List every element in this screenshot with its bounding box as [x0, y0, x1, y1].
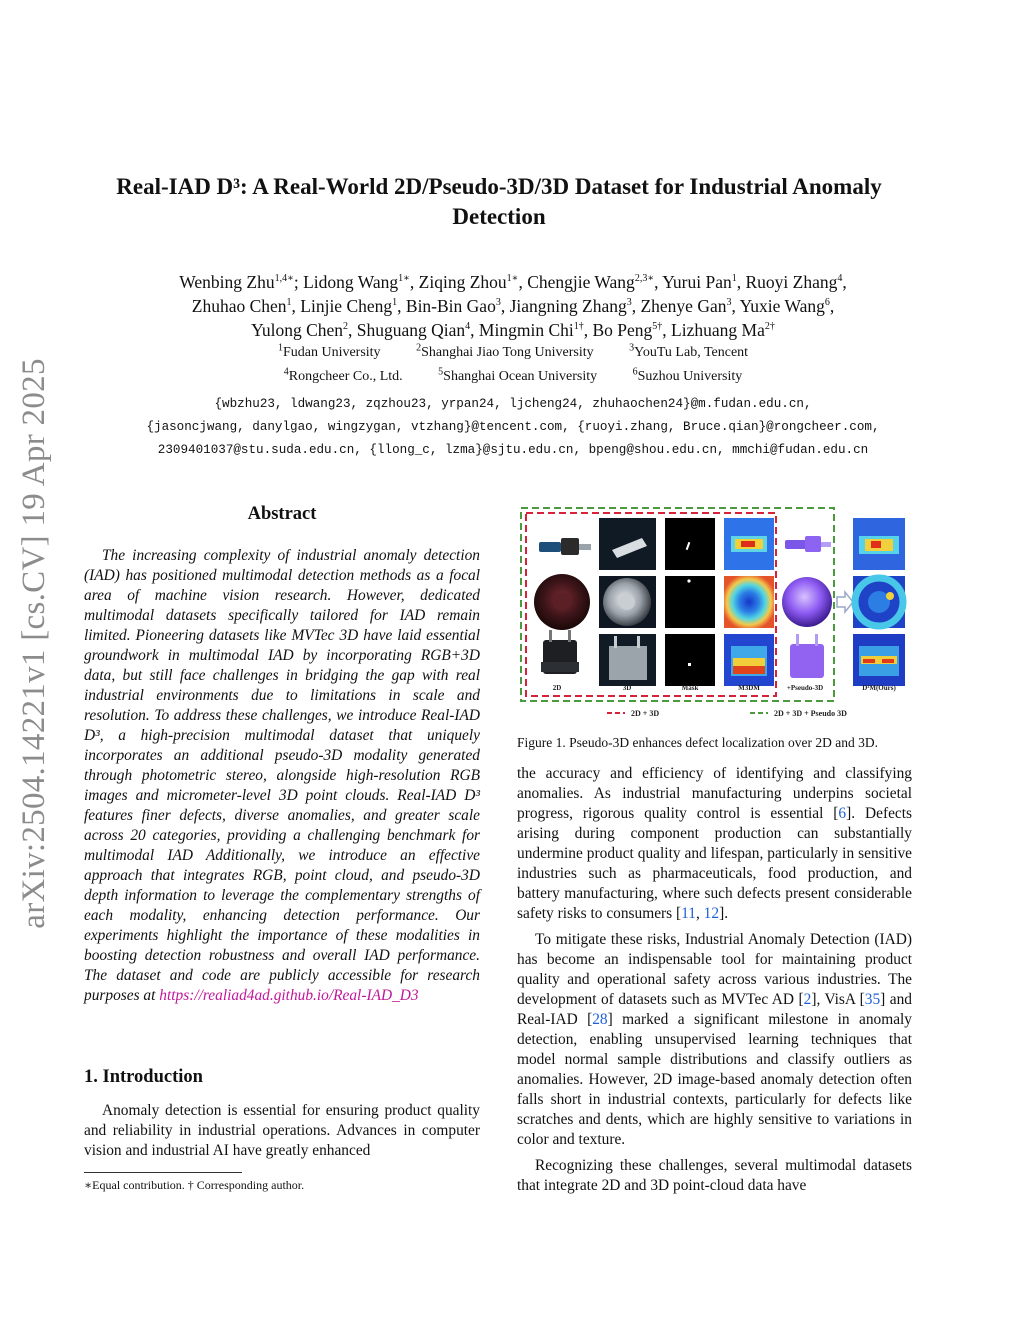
legend-label-2d-3d-pseudo: 2D + 3D + Pseudo 3D [774, 709, 847, 718]
row-1-2d [539, 538, 591, 555]
author-name: , Mingmin Chi [470, 320, 574, 340]
affiliation [277, 342, 381, 360]
affiliation-row-1 [80, 342, 946, 361]
email-line: {jasoncjwang, danylgao, wingzygan, vtzhang}@tencent.com, {ruoyi.zhang, Bruce.qian}@rongcheer.com, [146, 420, 880, 434]
figure-legend [607, 709, 847, 718]
affiliation [416, 342, 594, 360]
affiliation-number: 5 [438, 366, 444, 378]
row-3-2d [541, 630, 579, 674]
column-label-2d: 2D [552, 684, 562, 692]
column-label-3d: 3D [622, 684, 632, 692]
author-affiliation-mark: 3 [626, 297, 632, 309]
abstract-heading: Abstract [247, 504, 317, 524]
paragraph: Recognizing these challenges, several multimodal datasets that integrate 2D and 3D point-cloud data have [517, 1157, 912, 1194]
author-separator: , [829, 296, 835, 316]
dataset-link[interactable]: https://realiad4ad.github.io/Real-IAD_D3 [159, 987, 419, 1004]
author-affiliation-mark: 4 [465, 321, 471, 333]
introduction-paragraph: Anomaly detection is essential for ensuring product quality and reliability in industrial operations. Advances in computer vision and industrial AI have greatly enhanced [84, 1102, 480, 1159]
author-name: , Yuxie Wang [731, 296, 825, 316]
row-1-m3dm-heatmap [724, 518, 774, 570]
row-2-3d [599, 576, 656, 628]
author-name: , Chengjie Wang [518, 272, 635, 292]
author-name: Wenbing Zhu [179, 272, 275, 292]
affiliation-number: 2 [416, 342, 422, 354]
arrow-icon [837, 592, 853, 612]
author-line-3 [80, 318, 946, 342]
paragraph [517, 764, 912, 924]
author-emails [60, 393, 966, 462]
title-line-2: Detection [452, 204, 546, 229]
title-line-1: Real-IAD D³: A Real-World 2D/Pseudo-3D/3D Dataset for Industrial Anomaly [116, 174, 882, 199]
email-line: {wbzhu23, ldwang23, zqzhou23, yrpan24, ljcheng24, zhuhaochen24}@m.fudan.edu.cn, [214, 397, 812, 411]
row-3-m3dm-heatmap [724, 634, 774, 686]
author-affiliation-mark: 1† [573, 321, 584, 333]
author-affiliation-mark: 1 [392, 297, 398, 309]
paragraph-text: ]. [719, 905, 729, 922]
section-heading-introduction: 1. Introduction [84, 1067, 203, 1087]
legend-label-2d-3d: 2D + 3D [631, 709, 660, 718]
row-2-d3m-heatmap [853, 576, 905, 628]
author-affiliation-mark: 1 [731, 273, 737, 285]
footnote: ∗Equal contribution. † Corresponding author. [84, 1178, 305, 1192]
citation-link[interactable]: 11 [681, 905, 696, 922]
author-name: , Jiangning Zhang [500, 296, 627, 316]
paper-title [80, 172, 918, 232]
figure-1 [517, 506, 911, 720]
paragraph-text: , [695, 905, 704, 922]
paragraph-text: ], VisA [ [811, 991, 865, 1008]
row-1-d3m-heatmap [853, 518, 905, 570]
row-3-3d [599, 634, 656, 686]
author-affiliation-mark: 6 [824, 297, 830, 309]
row-2-m3dm-heatmap [724, 576, 774, 628]
row-1-3d [599, 518, 656, 570]
row-1-mask [665, 518, 715, 570]
author-affiliation-mark: 1∗ [506, 273, 519, 285]
affiliation-number: 1 [277, 342, 283, 354]
affiliation-name: Rongcheer Co., Ltd. [288, 369, 403, 384]
author-affiliation-mark: 1,4∗ [274, 273, 294, 285]
column-label-d3m: D³M(Ours) [862, 684, 896, 692]
author-name: , Bin-Bin Gao [397, 296, 496, 316]
right-column-body [517, 764, 912, 1202]
email-line: 2309401037@stu.suda.edu.cn, {llong_c, lzma}@sjtu.edu.cn, bpeng@shou.edu.cn, mmchi@fudan.edu.cn [157, 443, 869, 457]
abstract-body [84, 546, 480, 1006]
author-name: , Yurui Pan [654, 272, 732, 292]
row-2-2d [534, 574, 590, 630]
affiliation-name: Suzhou University [637, 369, 743, 384]
author-name: , Linjie Cheng [291, 296, 393, 316]
author-list [80, 270, 946, 342]
author-name: , Shuguang Qian [348, 320, 466, 340]
abstract-text: The increasing complexity of industrial anomaly detection (IAD) has positioned multimodal detection methods as a focal area of machine vision research. However, dedicated multimodal datasets specifically tailored for IAD remain limited. Pioneering datasets like MVTec 3D have laid essential groundwork in multimodal IAD by incorporating RGB+3D data, but still face challenges in bridging the gap with real industrial environments due to limitations in scale and resolution. To address these challenges, we introduce Real-IAD D³, a high-precision multimodal dataset that uniquely incorporates an additional pseudo-3D modality generated through photometric stereo, alongside high-resolution RGB images and micrometer-level 3D point clouds. Real-IAD D³ features finer defects, diverse anomalies, and greater scale across 20 categories, providing a challenging benchmark for multimodal IAD Additionally, we introduce an effective approach that integrates RGB, point cloud, and pseudo-3D depth information to leverage the complementary strengths of each modality, enhancing detection performance. Our experiments highlight the importance of these modalities in boosting detection robustness and overall IAD performance. The dataset and code are publicly accessible for research purposes at [84, 547, 480, 1004]
author-line-1 [80, 270, 946, 294]
arxiv-identifier-text: arXiv:2504.14221v1 [cs.CV] 19 Apr 2025 [15, 357, 52, 929]
paragraph-text: the accuracy and efficiency of identifying and classifying anomalies. As industrial manufacturing underpins societal progress, rigorous quality control is essential [ [517, 765, 912, 822]
author-affiliation-mark: 5† [652, 321, 663, 333]
row-3-pseudo-3d [790, 634, 824, 678]
arxiv-identifier [10, 348, 58, 938]
affiliation [438, 366, 598, 384]
author-affiliation-mark: 3 [726, 297, 732, 309]
affiliation-row-2 [80, 366, 946, 385]
paragraph-text: ]. Defects arising during component production can substantially undermine product quality and lifespan, particularly in sensitive industries such as pharmaceuticals, food production, and battery manufacturing, where such defects present considerable safety risks to consumers [ [517, 805, 912, 922]
author-name: Yulong Chen [251, 320, 344, 340]
author-affiliation-mark: 2† [764, 321, 775, 333]
footnote-rule [84, 1172, 242, 1173]
author-affiliation-mark: 1∗ [398, 273, 410, 285]
row-1-pseudo-3d [785, 536, 831, 552]
citation-link[interactable]: 2 [803, 991, 812, 1008]
citation-link[interactable]: 28 [592, 1011, 608, 1028]
affiliation-number: 4 [283, 366, 289, 378]
figure-1-caption: Figure 1. Pseudo-3D enhances defect localization over 2D and 3D. [517, 735, 879, 750]
paragraph-text: ] and Real-IAD [ [517, 991, 912, 1028]
author-affiliation-mark: 1 [286, 297, 292, 309]
author-separator: , [842, 272, 847, 292]
row-3-d3m-heatmap [853, 634, 905, 686]
citation-link[interactable]: 35 [864, 991, 881, 1008]
author-name: , Ziqing Zhou [409, 272, 507, 292]
author-affiliation-mark: 2,3∗ [634, 273, 655, 285]
affiliation [632, 366, 743, 384]
author-affiliation-mark: 3 [495, 297, 501, 309]
column-label-mask: Mask [681, 684, 699, 692]
paragraph-text: ] marked a significant milestone in anomaly detection, enabling unsupervised learning techniques that model normal sample distributions and classify outliers as anomalies. However, 2D image-based anomaly detection often falls short in industrial contexts, particularly for defects like scratches and dents, which are highly sensitive to variations in color and texture. [517, 1011, 913, 1148]
author-line-2 [80, 294, 946, 318]
row-2-mask [665, 576, 715, 628]
author-affiliation-mark: 4 [837, 273, 843, 285]
affiliation [629, 342, 749, 360]
affiliation-name: Fudan University [282, 345, 381, 360]
author-name: , Lizhuang Ma [662, 320, 765, 340]
affiliation-number: 3 [629, 342, 635, 354]
affiliation-name: YouTu Lab, Tencent [634, 345, 749, 360]
paragraph-text: To mitigate these risks, Industrial Anomaly Detection (IAD) has become an indispensable tool for maintaining product quality and operational safety across various industries. The development of datasets such as MVTec AD [ [517, 931, 912, 1008]
citation-link[interactable]: 12 [703, 905, 720, 922]
affiliation-number: 6 [632, 366, 638, 378]
column-label-pseudo-3d: +Pseudo-3D [786, 684, 824, 692]
author-name: , Ruoyi Zhang [736, 272, 838, 292]
paragraph [517, 930, 912, 1150]
author-name: , Zhenye Gan [631, 296, 727, 316]
row-3-mask [665, 634, 715, 686]
affiliation-name: Shanghai Ocean University [443, 369, 598, 384]
author-name: , Bo Peng [583, 320, 653, 340]
author-name: ; Lidong Wang [293, 272, 399, 292]
author-name: Zhuhao Chen [191, 296, 287, 316]
row-2-pseudo-3d [782, 577, 832, 627]
affiliation-name: Shanghai Jiao Tong University [421, 345, 594, 360]
citation-link[interactable]: 6 [838, 805, 847, 822]
affiliation [283, 366, 403, 384]
author-affiliation-mark: 2 [343, 321, 349, 333]
column-label-m3dm: M3DM [738, 684, 760, 692]
